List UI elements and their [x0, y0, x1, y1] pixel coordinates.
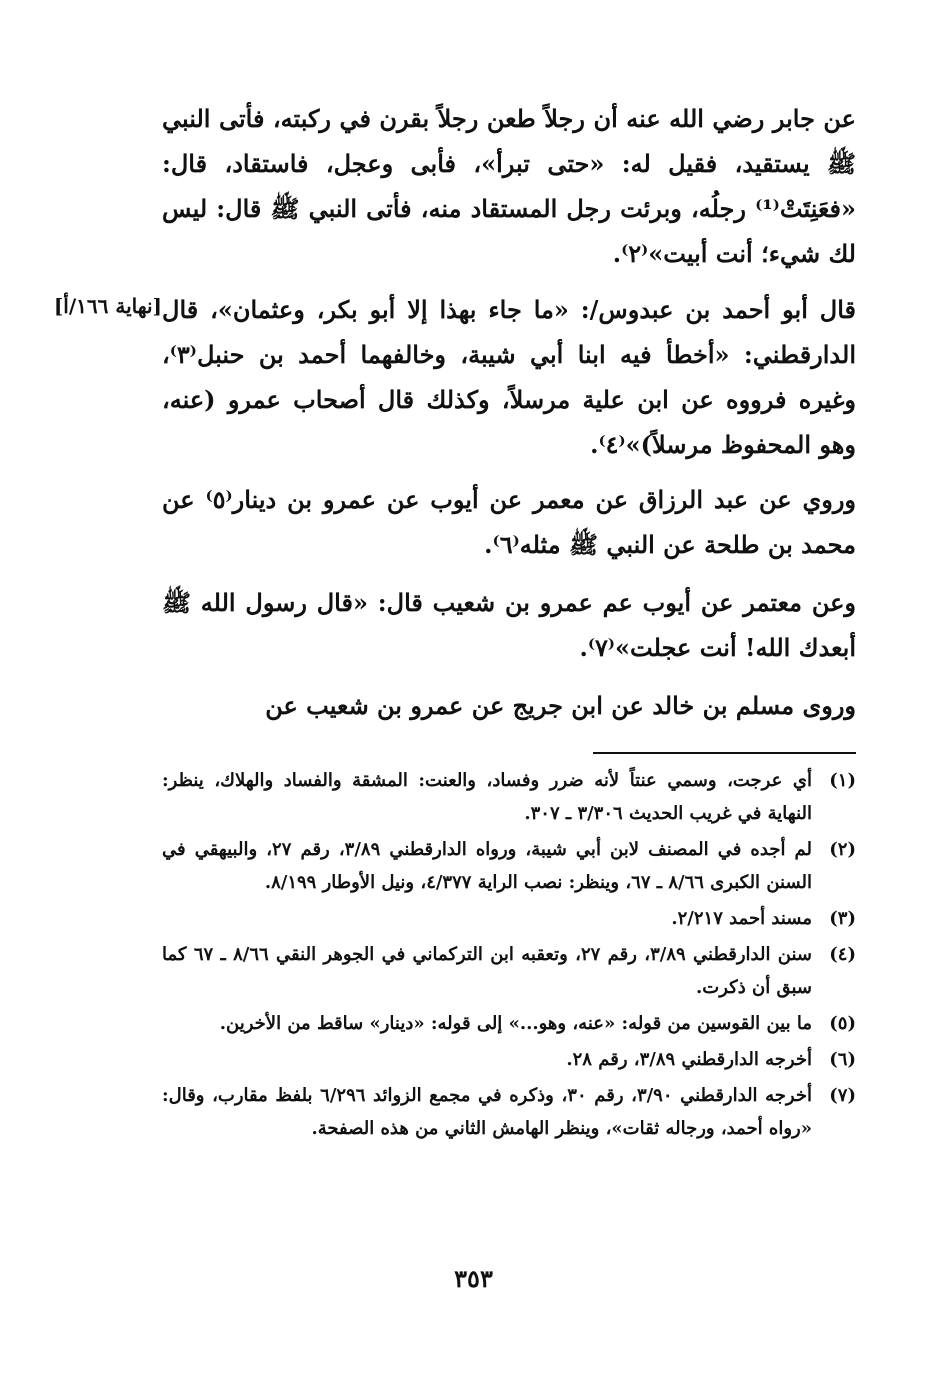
footnote-number: (٤) [829, 944, 856, 965]
footnote-text: مسند أحمد ٢/٢١٧. [671, 908, 812, 929]
margin-note: [نهاية ١٦٦/أ] [53, 294, 162, 318]
footnote-3 [162, 902, 856, 935]
footnote-text: لم أجده في المصنف لابن أبي شيبة، ورواه الدارقطني ٣/٨٩، رقم ٢٧، والبيهقي في السنن الكبرى ٨/٦٦ ـ ٦٧، وينظر: نصب الراية ٤/٣٧٧، ونيل الأوطار ٨/١٩٩. [162, 839, 812, 893]
paragraph-text: وعن معتمر عن أيوب عم عمرو بن شعيب قال: «قال رسول الله ﷺ أبعدك الله! أنت عجلت»⁽٧⁾. [162, 588, 856, 662]
paragraph-3 [162, 477, 856, 567]
paragraph-5 [162, 683, 856, 728]
footnote-number: (٢) [829, 839, 856, 860]
footnote-divider [593, 752, 856, 754]
footnote-number: (٦) [829, 1049, 856, 1070]
footnote-number: (١) [829, 770, 856, 791]
footnote-7 [162, 1079, 856, 1145]
paragraph-text: وروي عن عبد الرزاق عن معمر عن أيوب عن عمرو بن دينار⁽٥⁾ عن محمد بن طلحة عن النبي ﷺ مثله⁽٦⁾. [162, 485, 857, 559]
footnote-2 [162, 833, 856, 899]
footnote-text: ما بين القوسين من قوله: «عنه، وهو...» إلى قوله: «دينار» ساقط من الأخرين. [219, 1013, 812, 1034]
paragraph-text: وروى مسلم بن خالد عن ابن جريج عن عمرو بن شعيب عن [265, 691, 856, 720]
paragraph-text: قال أبو أحمد بن عبدوس/: «ما جاء بهذا إلا أبو بكر، وعثمان»، قال الدارقطني: «أخطأ فيه ابنا أبي شيبة، وخالفهما أحمد بن حنبل⁽٣⁾، وغيره فرووه عن ابن علية مرسلاً، وكذلك قال أصحاب عمرو (عنه، وهو المحفوظ مرسلاً)»⁽٤⁾. [162, 295, 857, 459]
footnote-text: أي عرجت، وسمي عنتاً لأنه ضرر وفساد، والعنت: المشقة والفساد والهلاك، ينظر: النهاية في غريب الحديث ٣/٣٠٦ ـ ٣٠٧. [162, 770, 812, 824]
paragraph-text: عن جابر رضي الله عنه أن رجلاً طعن رجلاً بقرن في ركبته، فأتى النبي ﷺ يستقيد، فقيل له: «حتى تبرأ»، فأبى وعجل، فاستقاد، قال: «فعَنِتَتْ⁽¹⁾ رجلُه، وبرئت رجل المستقاد منه، فأتى النبي ﷺ قال: ليس لك شيء؛ أنت أبيت»⁽٢⁾. [162, 104, 856, 268]
footnote-5 [162, 1007, 856, 1040]
footnotes-section [162, 764, 856, 1148]
footnote-number: (٧) [829, 1085, 856, 1106]
paragraph-1 [162, 96, 856, 276]
footnote-text: أخرجه الدارقطني ٣/٩٠، رقم ٣٠، وذكره في مجمع الزوائد ٦/٢٩٦ بلفظ مقارب، وقال: «رواه أحمد، ورجاله ثقات»، وينظر الهامش الثاني من هذه الصفحة. [162, 1085, 812, 1139]
footnote-number: (٥) [829, 1013, 856, 1034]
footnote-text: أخرجه الدارقطني ٣/٨٩، رقم ٢٨. [566, 1049, 812, 1070]
paragraph-2 [162, 287, 856, 467]
paragraph-4 [162, 580, 856, 670]
footnote-4 [162, 938, 856, 1004]
footnote-number: (٣) [829, 908, 856, 929]
footnote-text: سنن الدارقطني ٣/٨٩، رقم ٢٧، وتعقبه ابن التركماني في الجوهر النقي ٨/٦٦ ـ ٦٧ كما سبق أن ذكرت. [162, 944, 813, 998]
footnote-6 [162, 1043, 856, 1076]
footnote-1 [162, 764, 856, 830]
page-number: ٣٥٣ [454, 1264, 493, 1293]
